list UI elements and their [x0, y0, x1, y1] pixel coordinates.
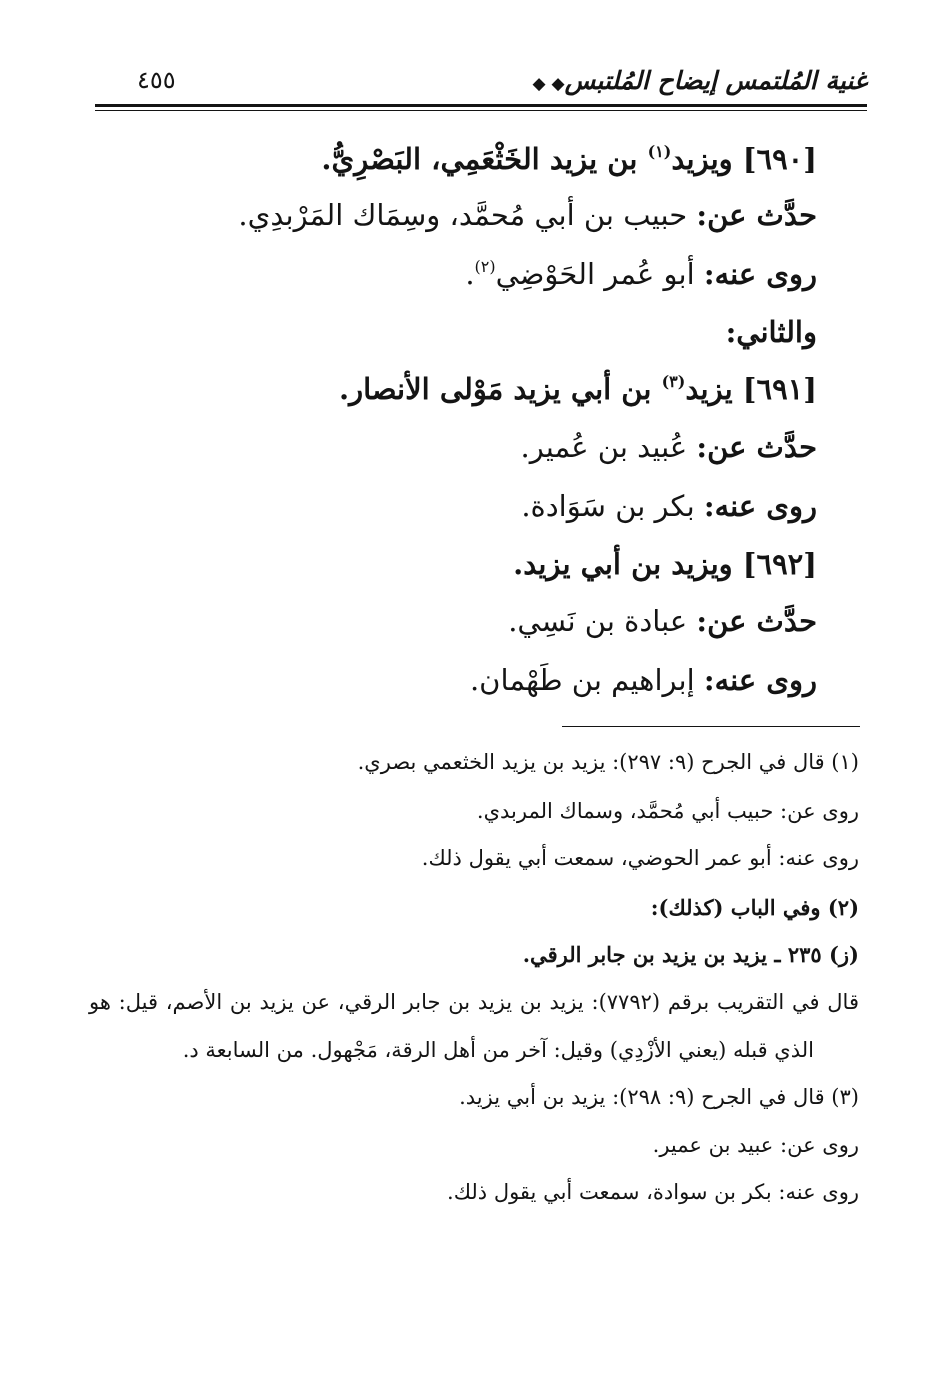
footnote-ref: (٢): [474, 257, 496, 276]
entry-heading-692: [513, 547, 817, 581]
entry-number: [٦٩٢]: [742, 547, 817, 581]
section-heading: [726, 315, 817, 349]
entry-number: [٦٩٠]: [742, 142, 817, 176]
footnote-ref: (٣): [661, 372, 686, 391]
narrated-from-label: حدَّث عن:: [696, 430, 817, 464]
header-rule: [95, 104, 867, 107]
entry-number: [٦٩١]: [742, 372, 817, 406]
entry-name: يزيد: [685, 372, 733, 406]
narrated-from-text: عبادة بن نَسِي.: [508, 604, 688, 638]
narrated-from-line: [508, 604, 817, 638]
narrated-by-label: روى عنه:: [703, 489, 817, 523]
footnote-line: روى عن: حبيب أبي مُحمَّد، وسماك المربدي.: [476, 799, 859, 823]
narrated-by-line: [465, 257, 817, 291]
book-title: [526, 66, 867, 95]
footnote-separator: [562, 726, 860, 727]
narrated-from-line: [238, 198, 817, 232]
book-title-text: غنية المُلتمس إيضاح المُلتبس: [564, 66, 867, 95]
entry-heading-rest: بن أبي يزيد مَوْلى الأنصار.: [338, 372, 652, 406]
narrated-by-text: بكر بن سَوَادة.: [521, 489, 695, 523]
entry-heading-rest: ويزيد بن أبي يزيد.: [513, 547, 733, 581]
page-header: [95, 62, 867, 102]
header-rule-thin: [95, 110, 867, 111]
footnote-line: الذي قبله (يعني الأزْدِي) وقيل: آخر من أهل الرقة، مَجْهول. من السابعة د.: [182, 1038, 814, 1062]
section-heading-text: والثاني:: [725, 315, 817, 349]
footnote-line: (١) قال في الجرح (٩: ٢٩٧): يزيد بن يزيد الخثعمي بصري.: [357, 750, 859, 774]
diamond-ornament-icon: ◆ ◆: [532, 74, 565, 94]
narrated-by-text: أبو عُمر الحَوْضِي: [495, 257, 695, 291]
narrated-from-line: [520, 430, 817, 464]
narrated-by-line: [521, 489, 817, 523]
narrated-by-label: روى عنه:: [703, 257, 817, 291]
footnote-line: روى عنه: بكر بن سوادة، سمعت أبي يقول ذلك.: [447, 1180, 859, 1204]
footnote-line: روى عن: عبيد بن عمير.: [652, 1133, 859, 1157]
narrated-by-line: [470, 663, 817, 697]
footnote-line: قال في التقريب برقم (٧٧٩٢): يزيد بن يزيد بن جابر الرقي، عن يزيد بن الأصم، قيل: هو: [89, 990, 859, 1014]
page-number: ٤٥٥: [137, 66, 176, 94]
narrated-from-label: حدَّث عن:: [696, 604, 817, 638]
entry-name: ويزيد: [671, 142, 733, 176]
footnote-line: (ز) ٢٣٥ ـ يزيد بن يزيد بن جابر الرقي.: [522, 942, 859, 967]
narrated-from-text: عُبيد بن عُمير.: [520, 430, 688, 464]
footnote-line: روى عنه: أبو عمر الحوضي، سمعت أبي يقول ذلك.: [421, 846, 859, 870]
narrated-by-label: روى عنه:: [703, 663, 817, 697]
narrated-by-tail: .: [465, 257, 475, 291]
footnote-line: (٣) قال في الجرح (٩: ٢٩٨): يزيد بن أبي يزيد.: [459, 1085, 859, 1109]
entry-heading-690: [321, 142, 817, 176]
footnote-line: (٢) وفي الباب (كذلك):: [650, 895, 859, 920]
narrated-from-text: حبيب بن أبي مُحمَّد، وسِمَاك المَرْبدِي.: [238, 198, 688, 232]
entry-heading-rest: بن يزيد الخَثْعَمِي، البَصْرِيُّ.: [321, 142, 638, 176]
footnote-ref: (١): [647, 142, 672, 161]
narrated-by-text: إبراهيم بن طَهْمان.: [469, 663, 695, 697]
entry-heading-691: [339, 372, 817, 406]
narrated-from-label: حدَّث عن:: [696, 198, 817, 232]
